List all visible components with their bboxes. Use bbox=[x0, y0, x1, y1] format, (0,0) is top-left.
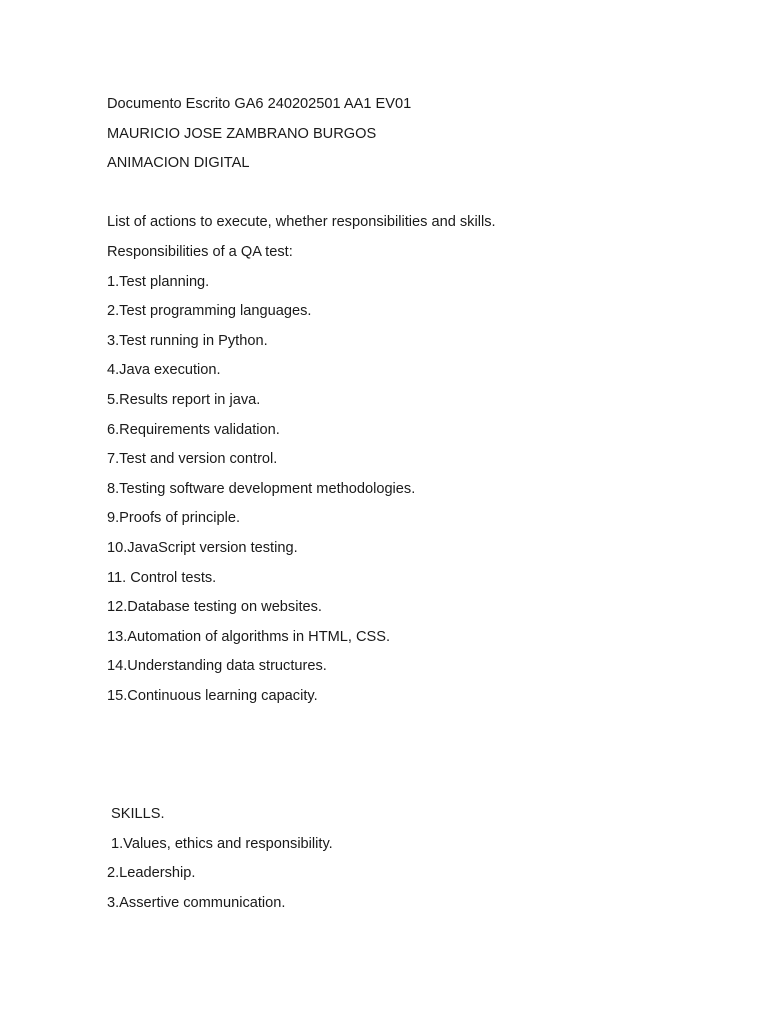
list-item: 7.Test and version control. bbox=[107, 451, 278, 468]
list-item: 13.Automation of algorithms in HTML, CSS. bbox=[107, 628, 391, 645]
responsibilities-heading: Responsibilities of a QA test: bbox=[107, 243, 293, 260]
list-item: 1.Values, ethics and responsibility. bbox=[111, 835, 333, 852]
skills-heading: SKILLS. bbox=[111, 806, 165, 823]
skills-list bbox=[107, 830, 727, 919]
list-item: 2.Leadership. bbox=[107, 865, 196, 882]
list-item: 14.Understanding data structures. bbox=[107, 658, 327, 675]
spacer bbox=[107, 711, 727, 800]
list-item: 15.Continuous learning capacity. bbox=[107, 687, 318, 704]
list-item: 9.Proofs of principle. bbox=[107, 510, 241, 527]
list-item: 8.Testing software development methodologies. bbox=[107, 480, 416, 497]
list-item: 10.JavaScript version testing. bbox=[107, 539, 298, 556]
program-name: ANIMACION DIGITAL bbox=[107, 155, 250, 172]
list-item: 3.Test running in Python. bbox=[107, 332, 268, 349]
list-item: 5.Results report in java. bbox=[107, 391, 261, 408]
responsibilities-list bbox=[107, 268, 727, 712]
spacer bbox=[107, 179, 727, 209]
list-item: 3.Assertive communication. bbox=[107, 895, 286, 912]
list-item: 12.Database testing on websites. bbox=[107, 599, 322, 616]
list-item: 11. Control tests. bbox=[107, 569, 217, 586]
author-name: MAURICIO JOSE ZAMBRANO BURGOS bbox=[107, 125, 377, 142]
document-body bbox=[107, 90, 727, 919]
document-title: Documento Escrito GA6 240202501 AA1 EV01 bbox=[107, 96, 412, 112]
list-item: 1.Test planning. bbox=[107, 273, 210, 290]
intro-text: List of actions to execute, whether responsibilities and skills. bbox=[107, 214, 496, 231]
list-item: 6.Requirements validation. bbox=[107, 421, 280, 438]
list-item: 2.Test programming languages. bbox=[107, 303, 312, 320]
list-item: 4.Java execution. bbox=[107, 362, 221, 379]
